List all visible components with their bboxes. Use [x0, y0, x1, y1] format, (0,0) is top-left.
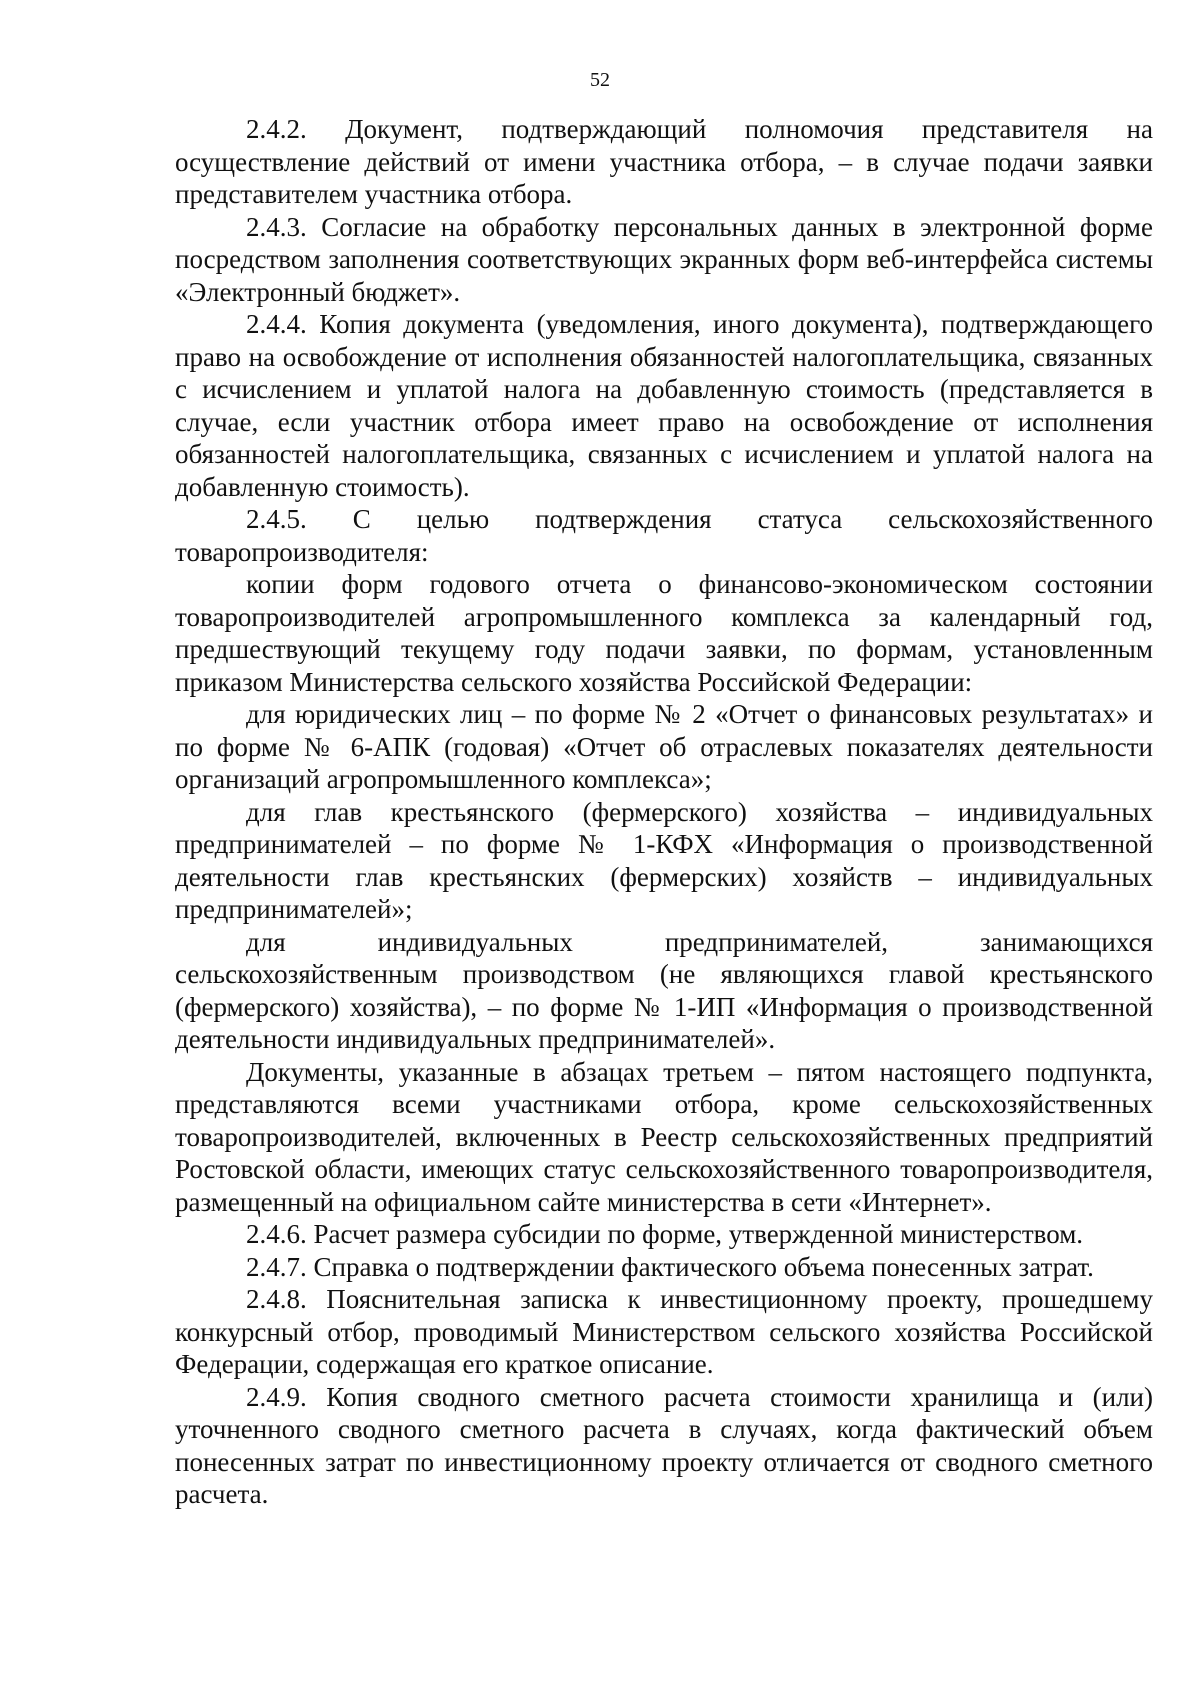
- paragraph-documents-note: Документы, указанные в абзацах третьем – пятом настоящего подпункта, представляются всеми участниками отбора, кроме сельскохозяйственных товаропроизводителей, включенных в Реестр сельскохозяйственных предприятий Ростовской области, имеющих статус сельскохозяйственного товаропроизводителя, размещенный на официальном сайте министерства в сети «Интернет».: [175, 1056, 1153, 1217]
- paragraph-2-4-6: 2.4.6. Расчет размера субсидии по форме, утвержденной министерством.: [246, 1219, 1084, 1249]
- paragraph-2-4-8: 2.4.8. Пояснительная записка к инвестиционному проекту, прошедшему конкурсный отбор, проводимый Министерством сельского хозяйства Российской Федерации, содержащая его краткое описание.: [175, 1284, 1153, 1379]
- paragraph-annual-report-forms: копии форм годового отчета о финансово-экономическом состоянии товаропроизводителей агропромышленного комплекса за календарный год, предшествующий текущему году подачи заявки, по формам, установленным приказом Министерства сельского хозяйства Российской Федерации:: [175, 569, 1153, 697]
- paragraph-2-4-9: 2.4.9. Копия сводного сметного расчета стоимости хранилища и (или) уточненного сводного сметного расчета в случаях, когда фактический объем понесенных затрат по инвестиционному проекту отличается от сводного сметного расчета.: [175, 1381, 1153, 1509]
- paragraph-farm-heads: для глав крестьянского (фермерского) хозяйства – индивидуальных предпринимателей – по форме № 1-КФХ «Информация о производственной деятельности глав крестьянских (фермерских) хозяйств – индивидуальных предпринимателей»;: [175, 796, 1153, 924]
- paragraph-individual-entrepreneurs: для индивидуальных предпринимателей, занимающихся сельскохозяйственным производством (не являющихся главой крестьянского (фермерского) хозяйства), – по форме № 1-ИП «Информация о производственной деятельности индивидуальных предпринимателей».: [175, 926, 1153, 1054]
- paragraph-2-4-2: 2.4.2. Документ, подтверждающий полномочия представителя на осуществление действий от имени участника отбора, – в случае подачи заявки представителем участника отбора.: [175, 114, 1153, 209]
- paragraph-2-4-4: 2.4.4. Копия документа (уведомления, иного документа), подтверждающего право на освобождение от исполнения обязанностей налогоплательщика, связанных с исчислением и уплатой налога на добавленную стоимость (представляется в случае, если участник отбора имеет право на освобождение от исполнения обязанностей налогоплательщика, связанных с исчислением и уплатой налога на добавленную стоимость).: [175, 309, 1153, 502]
- paragraph-legal-entities: для юридических лиц – по форме № 2 «Отчет о финансовых результатах» и по форме № 6-АПК (годовая) «Отчет об отраслевых показателях деятельности организаций агропромышленного комплекса»;: [175, 699, 1153, 794]
- page-number: 52: [590, 69, 610, 91]
- paragraph-2-4-3: 2.4.3. Согласие на обработку персональных данных в электронной форме посредством заполнения соответствующих экранных форм веб-интерфейса системы «Электронный бюджет».: [175, 211, 1153, 307]
- paragraph-2-4-5: 2.4.5. С целью подтверждения статуса сельскохозяйственного товаропроизводителя:: [175, 504, 1153, 567]
- document-body: [175, 113, 1153, 1511]
- paragraph-2-4-7: 2.4.7. Справка о подтверждении фактического объема понесенных затрат.: [246, 1251, 1094, 1282]
